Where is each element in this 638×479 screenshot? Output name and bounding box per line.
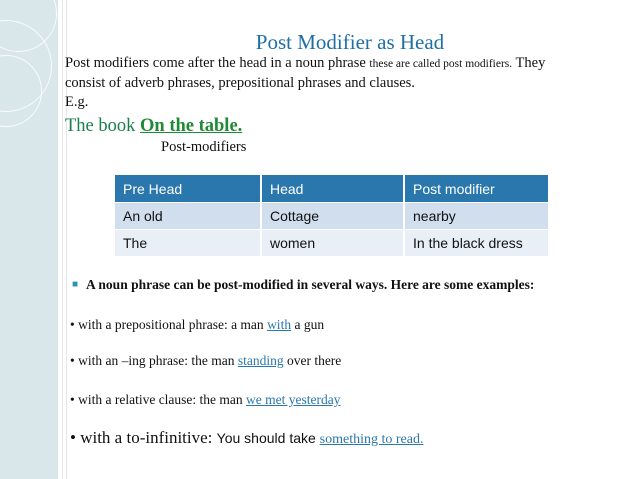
example-link[interactable]: something to read. bbox=[319, 432, 424, 447]
header-post-modifier: Post modifier bbox=[404, 175, 549, 203]
eg-label: E.g. bbox=[65, 94, 89, 110]
table-cell: nearby bbox=[404, 203, 549, 230]
intro-paragraph bbox=[65, 54, 585, 112]
table-cell: The bbox=[115, 230, 261, 257]
example-sentence bbox=[65, 116, 242, 137]
example-line bbox=[70, 317, 324, 333]
example-line-prefix: • with a prepositional phrase: a man bbox=[70, 317, 268, 332]
example-line bbox=[70, 392, 341, 408]
post-modifiers-label: Post-modifiers bbox=[161, 139, 247, 155]
example-line-prefix: • with a to-infinitive: bbox=[70, 428, 217, 447]
table-cell: An old bbox=[115, 203, 261, 230]
table-row bbox=[115, 230, 549, 257]
example-link[interactable]: we met yesterday bbox=[246, 392, 341, 407]
decorative-sidebar bbox=[0, 0, 58, 479]
example-line-suffix: a gun bbox=[291, 317, 325, 332]
bullet-point bbox=[72, 277, 534, 293]
table-cell: women bbox=[261, 230, 404, 257]
table-header-row bbox=[115, 175, 549, 203]
intro-text-cont: They consist of adverb phrases, prepositional phrases and clauses. bbox=[65, 55, 546, 91]
decorative-line bbox=[62, 0, 63, 479]
table-cell: In the black dress bbox=[404, 230, 549, 257]
table-row bbox=[115, 203, 549, 230]
intro-note: these are called post modifiers. bbox=[369, 58, 513, 70]
intro-text: Post modifiers come after the head in a noun phrase bbox=[65, 55, 370, 71]
example-link[interactable]: standing bbox=[237, 353, 284, 368]
example-line-suffix: over there bbox=[283, 353, 342, 368]
example-line-sentence: You should take bbox=[216, 430, 320, 446]
bullet-square-icon: ■ bbox=[72, 279, 79, 290]
example-line-prefix: • with a relative clause: the man bbox=[70, 392, 247, 407]
table-cell: Cottage bbox=[261, 203, 404, 230]
noun-phrase-table bbox=[115, 175, 550, 256]
header-pre-head: Pre Head bbox=[115, 175, 261, 203]
bullet-text: A noun phrase can be post-modified in several ways. Here are some examples: bbox=[86, 277, 535, 292]
example-line bbox=[70, 353, 341, 369]
example-underlined: On the table. bbox=[140, 116, 243, 136]
slide-title: Post Modifier as Head bbox=[255, 30, 445, 54]
example-link[interactable]: with bbox=[267, 317, 292, 332]
header-head: Head bbox=[261, 175, 404, 203]
example-prefix: The book bbox=[65, 116, 141, 136]
example-line-prefix: • with an –ing phrase: the man bbox=[70, 353, 238, 368]
example-line-infinitive bbox=[70, 428, 423, 448]
